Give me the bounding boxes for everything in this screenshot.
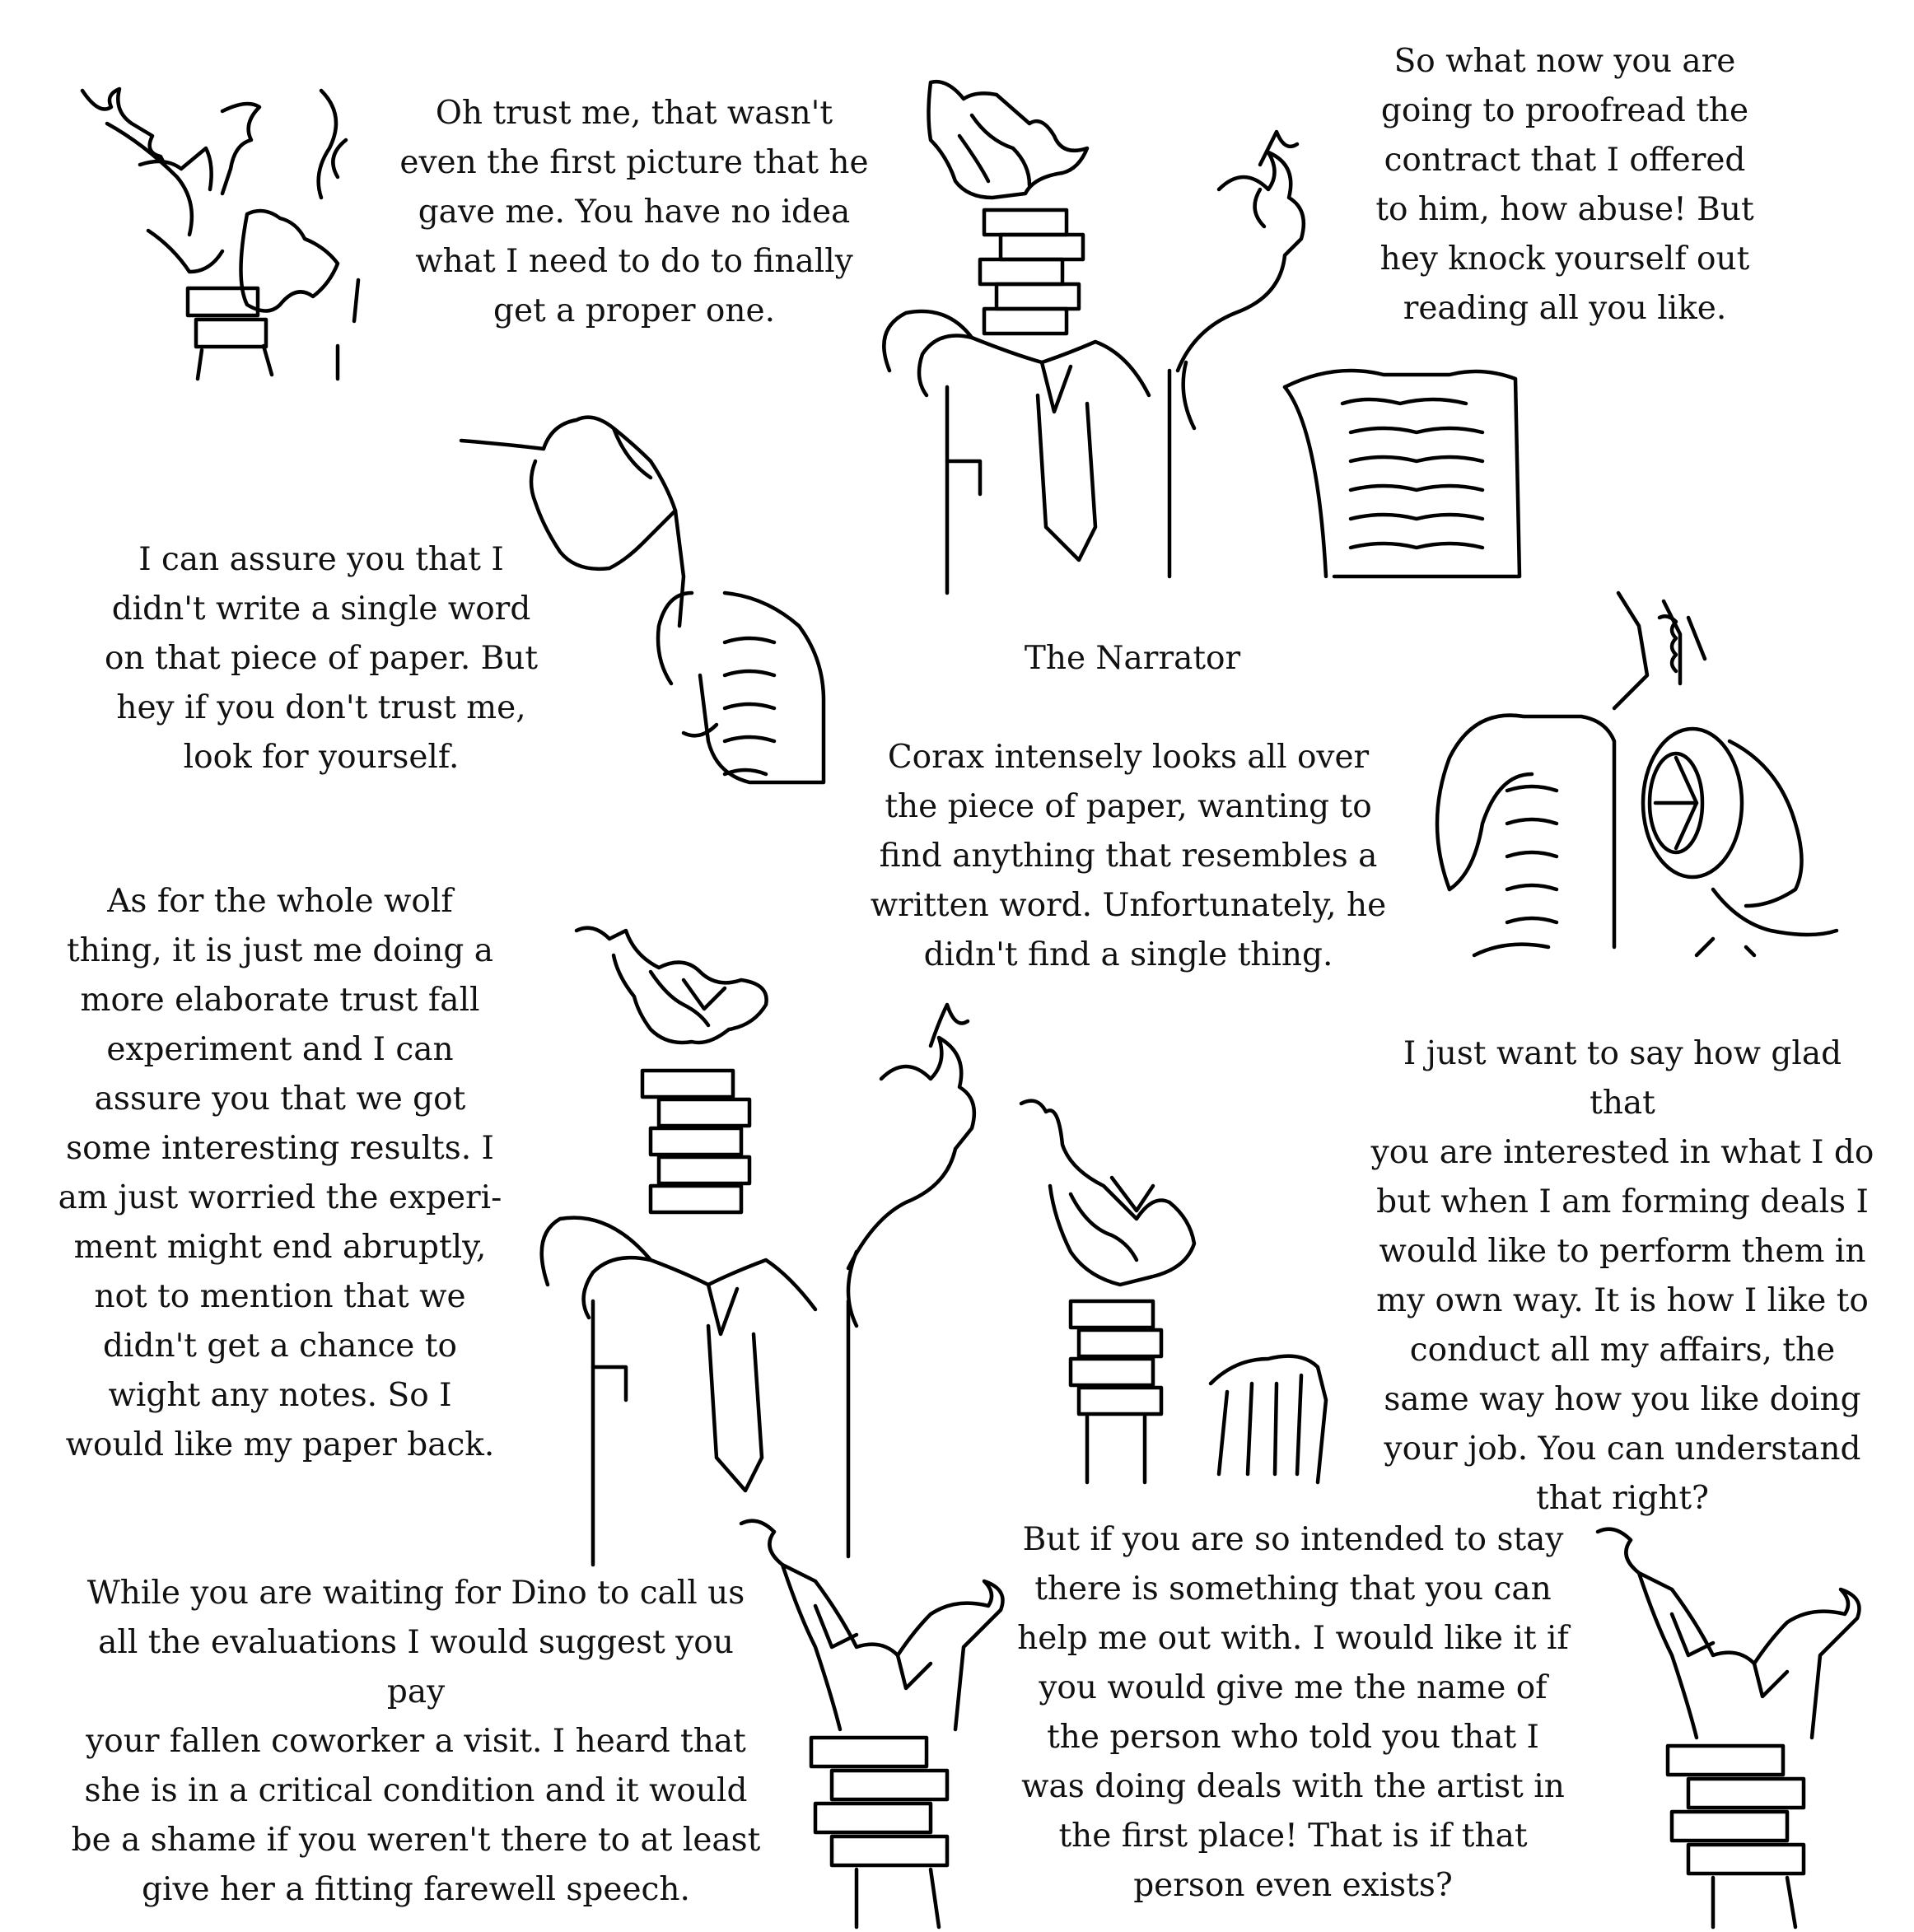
dialogue-wolf-experiment: As for the whole wolf thing, it is just me doing a more elaborate trust fall experiment and I can assure you that we got some interesting results. I am just worried the experi- ment might end abruptly, not to mention that we didn't get a chance to wight any notes. So I would like my paper back. [58, 883, 502, 1463]
dialogue-top-left: Oh trust me, that wasn't even the first picture that he gave me. You have no idea what I need to do to finally get a proper one. [399, 95, 869, 329]
jester-figure-top-left-drawing [82, 89, 358, 379]
narrator-label: The Narrator [1024, 640, 1241, 677]
jester-figure-middle-drawing [542, 928, 974, 1565]
dialogue-top-right: So what now you are going to proofread the contract that I offered to him, how abuse! But hey knock yourself out reading all you like. [1375, 43, 1754, 327]
dialogue-stay: But if you are so intended to stay there is something that you can help me out with. I would like it if you would give me the name of the person who told you that I was doing deals with the artist in the first place! That is if that person even exists? [1017, 1521, 1569, 1904]
dialogue-mid-left: I can assure you that I didn't write a single word on that piece of paper. But hey if you don't trust me, look for yourself. [104, 541, 539, 776]
narrator-caption: Corax intensely looks all over the piece of paper, wanting to find anything that resembles a written word. Unfortunately, he didn't find a single thing. [870, 739, 1387, 973]
jester-figure-bottom-center-drawing [741, 1521, 1003, 1927]
dialogue-dino: While you are waiting for Dino to call us all the evaluations I would suggest you pay your fallen coworker a visit. I heard that she is in a critical condition and it would be a shame if you weren't there to at least give her a fitting farewell speech. [71, 1575, 761, 1908]
dialogue-deals: I just want to say how glad that you are interested in what I do but when I am forming deals I would like to perform them in my own way. It is how I like to conduct all my affairs, the same way how you like doing your job. You can understand that right? [1370, 1035, 1874, 1517]
jester-figure-bottom-right-drawing [1598, 1529, 1860, 1927]
paper-roll-and-tag-drawing [1437, 593, 1837, 955]
jester-figure-center-right-drawing [1021, 1101, 1326, 1482]
